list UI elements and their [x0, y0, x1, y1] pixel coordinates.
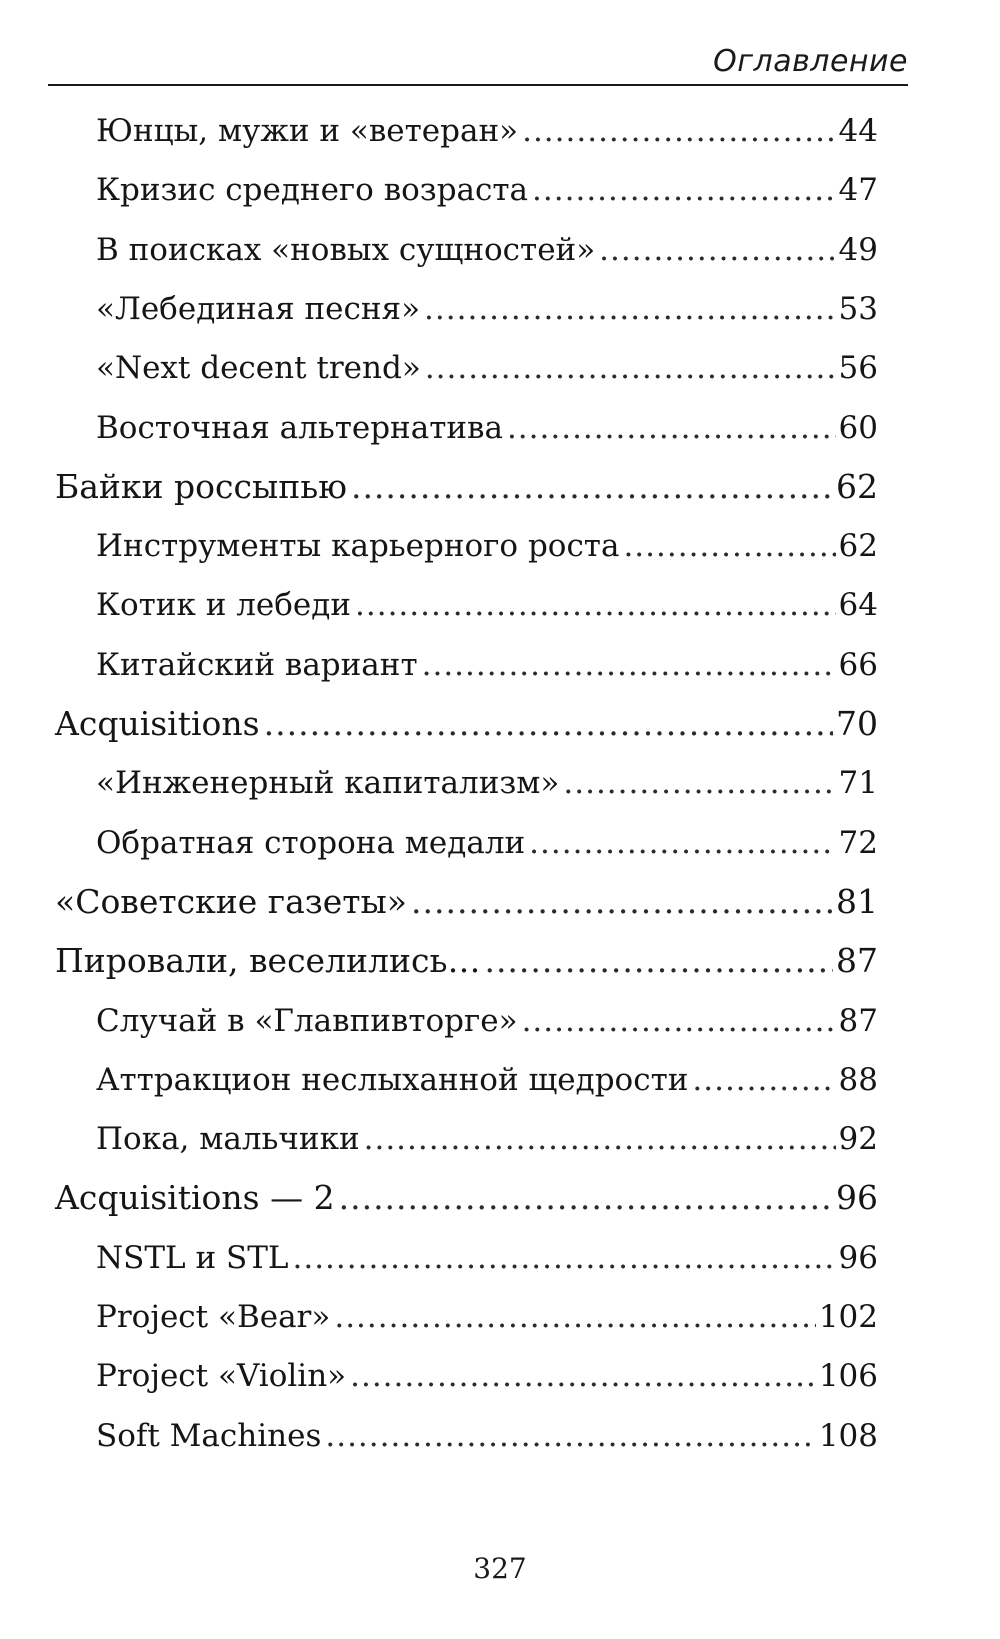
toc-entry-title: Случай в «Главпивторге» [96, 1002, 518, 1039]
toc-entry-title: Юнцы, мужи и «ветеран» [96, 113, 519, 149]
toc-entry-title: Пировали, веселились… [55, 941, 481, 981]
toc-section [96, 1053, 878, 1107]
toc-section [96, 223, 878, 277]
toc-entry-title: Аттракцион неслыханной щедрости [96, 1061, 689, 1098]
toc-chapter [55, 875, 878, 929]
page-number: 327 [473, 1552, 527, 1585]
dot-leader [532, 163, 836, 217]
dot-leader [422, 638, 836, 692]
dot-leader [350, 1349, 816, 1403]
toc-entry-page: 87 [836, 941, 878, 981]
dot-leader [507, 401, 836, 455]
dot-leader [692, 1053, 835, 1107]
toc-entry-title: «Next decent trend» [96, 350, 421, 387]
toc-entry-page: 47 [838, 172, 878, 209]
toc-entry-page: 53 [838, 290, 878, 327]
dot-leader [424, 282, 836, 336]
toc-section [96, 638, 878, 692]
toc-section [96, 1409, 878, 1463]
toc-entry-page: 92 [838, 1121, 878, 1158]
toc-entry-title: «Лебединая песня» [96, 290, 421, 327]
toc-entry-title: Инструменты карьерного роста [96, 528, 620, 565]
toc-section [96, 519, 878, 573]
toc-entry-title: «Советские газеты» [55, 881, 407, 921]
toc-section [96, 1349, 878, 1403]
dot-leader [325, 1409, 815, 1463]
toc-entry-page: 106 [818, 1358, 878, 1395]
toc-entry-page: 64 [838, 587, 878, 624]
toc-entry-title: Байки россыпью [55, 466, 347, 506]
toc-entry-page: 102 [818, 1299, 878, 1335]
toc-chapter [55, 1171, 878, 1225]
dot-leader [522, 104, 835, 158]
dot-leader [355, 578, 836, 632]
toc-entry-page: 62 [838, 528, 878, 565]
toc-entry-page: 66 [838, 646, 878, 683]
toc-entry-title: Кризис среднего возраста [96, 172, 529, 209]
toc-entry-page: 49 [838, 231, 878, 268]
toc-section [96, 1231, 878, 1285]
toc-entry-page: 96 [838, 1239, 878, 1276]
dot-leader [364, 1112, 836, 1166]
dot-leader [411, 875, 833, 929]
toc-entry-page: 71 [838, 765, 878, 802]
toc-section [96, 104, 878, 158]
toc-section [96, 1112, 878, 1166]
toc-entry-title: В поисках «новых сущностей» [96, 231, 596, 268]
toc-entry-page: 88 [838, 1061, 878, 1098]
toc-chapter [55, 460, 878, 514]
toc-entry-page: 60 [838, 409, 878, 446]
toc-entry-title: Китайский вариант [96, 646, 418, 683]
toc-entry-page: 96 [836, 1178, 878, 1218]
toc-section [96, 816, 878, 870]
dot-leader [425, 341, 836, 395]
toc-chapter [55, 697, 878, 751]
toc-entry-title: Котик и лебеди [96, 587, 352, 624]
dot-leader [351, 460, 833, 514]
toc-entry-page: 56 [838, 350, 878, 387]
toc-entry-title: Project «Bear» [96, 1299, 331, 1335]
toc-entry-title: Пока, мальчики [96, 1121, 360, 1158]
toc-entry-title: Восточная альтернатива [96, 409, 503, 446]
dot-leader [529, 816, 835, 870]
dot-leader [623, 519, 835, 573]
toc-entry-title: Project «Violin» [96, 1358, 347, 1395]
toc-section [96, 401, 878, 455]
toc-section [96, 341, 878, 395]
toc-entry-title: «Инженерный капитализм» [96, 765, 560, 802]
toc-entry-title: Soft Machines [96, 1417, 322, 1454]
toc-section [96, 1290, 878, 1344]
toc-entry-page: 70 [836, 704, 878, 743]
toc-entry-page: 108 [818, 1417, 878, 1454]
dot-leader [293, 1231, 836, 1285]
toc-entry-title: Обратная сторона медали [96, 824, 526, 861]
toc-entry-page: 81 [836, 881, 878, 921]
toc-section [96, 578, 878, 632]
toc-section [96, 994, 878, 1048]
dot-leader [599, 223, 835, 277]
dot-leader [563, 756, 835, 810]
dot-leader [334, 1290, 815, 1344]
toc-entry-page: 62 [836, 466, 878, 506]
toc-entry-title: NSTL и STL [96, 1239, 289, 1276]
dot-leader [484, 934, 833, 988]
toc-chapter [55, 934, 878, 988]
toc-entry-page: 87 [838, 1002, 878, 1039]
dot-leader [264, 697, 833, 751]
toc-section [96, 282, 878, 336]
toc-entry-title: Acquisitions [55, 704, 260, 743]
toc-section [96, 756, 878, 810]
toc-section [96, 163, 878, 217]
dot-leader [522, 994, 836, 1048]
dot-leader [339, 1171, 833, 1225]
header-rule [48, 84, 908, 86]
toc-entry-page: 72 [838, 824, 878, 861]
running-head: Оглавление [713, 44, 908, 79]
toc-entry-page: 44 [838, 113, 878, 149]
toc-entry-title: Acquisitions — 2 [55, 1178, 335, 1218]
